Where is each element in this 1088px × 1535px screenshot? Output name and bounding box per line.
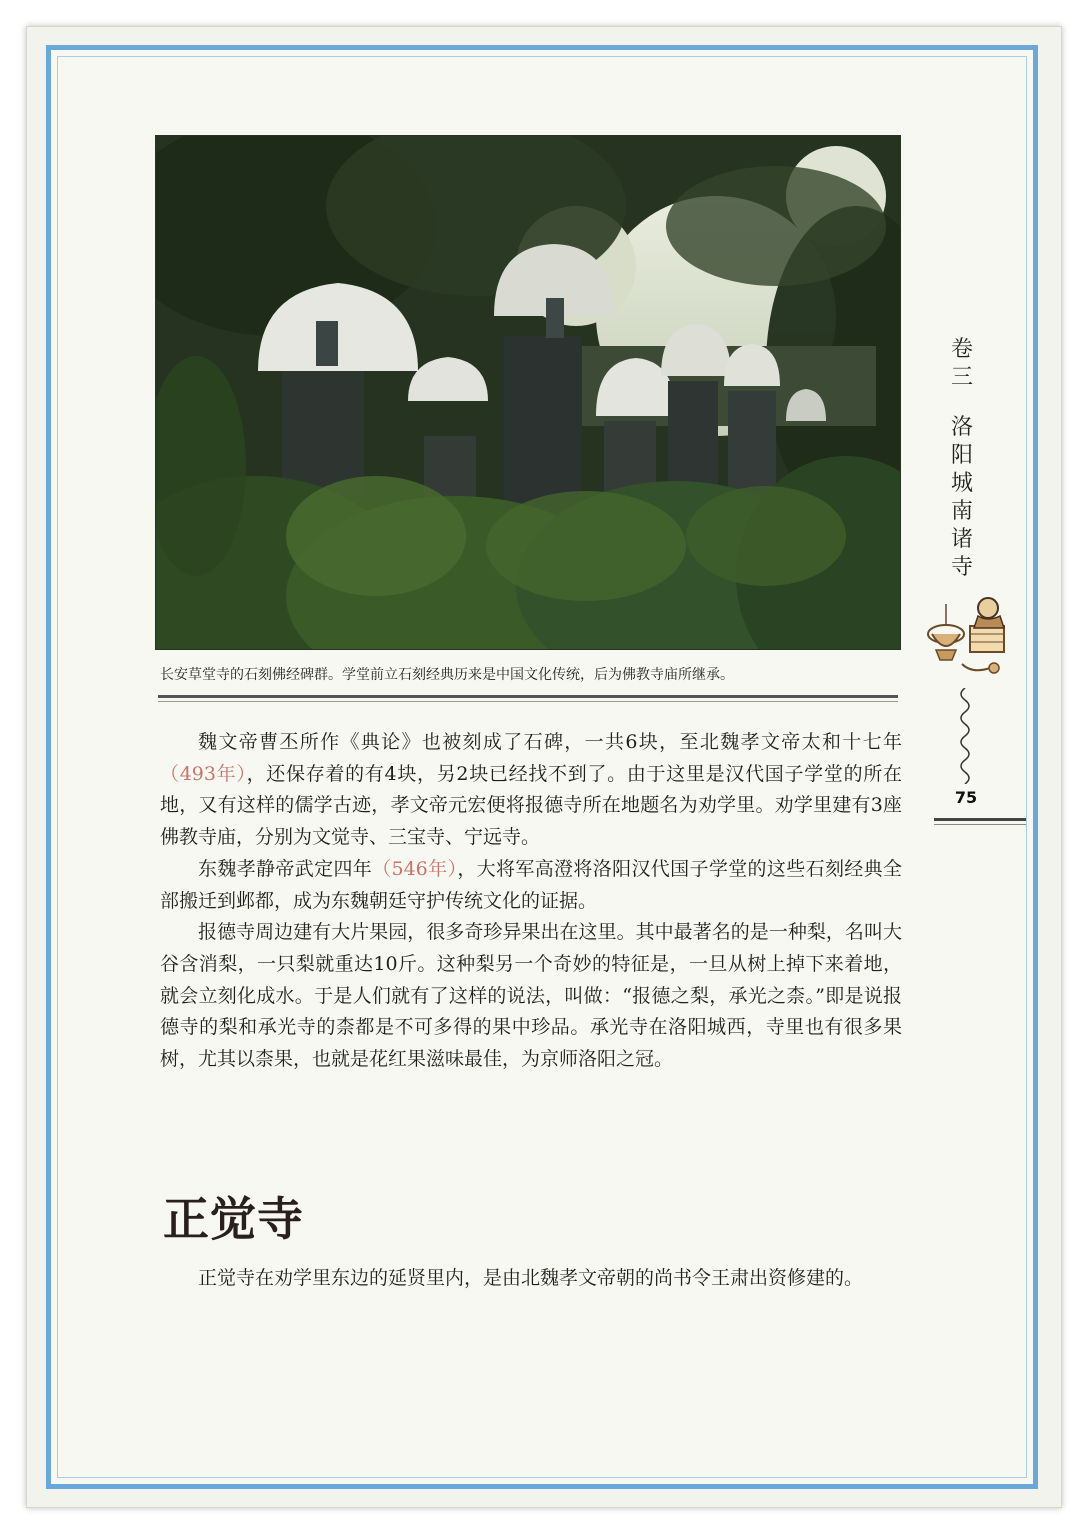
paragraph-text: ，大将军高澄将洛阳汉代国子学堂的这些石刻经典全部搬迁到邺都，成为东魏朝廷守护传统文化的证据。 bbox=[160, 857, 902, 912]
page-number: 75 bbox=[954, 788, 978, 807]
paragraph-text: 东魏孝静帝武定四年 bbox=[198, 857, 373, 880]
photo-caption: 长安草堂寺的石刻佛经碑群。学堂前立石刻经典历来是中国文化传统，后为佛教寺庙所继承。 bbox=[160, 667, 734, 683]
caption-divider bbox=[158, 695, 898, 698]
squiggle-ornament bbox=[952, 688, 978, 784]
section-body bbox=[160, 1262, 902, 1294]
scholar-with-incense-burner-icon bbox=[922, 590, 1016, 684]
paragraph bbox=[160, 854, 902, 917]
paragraph-text: 魏文帝曹丕所作《典论》也被刻成了石碑，一共6块，至北魏孝文帝太和十七年 bbox=[198, 731, 902, 753]
caption-divider-thin bbox=[158, 701, 898, 702]
stone-stele-forest-photo bbox=[156, 136, 900, 649]
page-number-divider-thin bbox=[934, 824, 1026, 825]
paragraph bbox=[160, 917, 902, 1076]
paragraph: 正觉寺在劝学里东边的延贤里内，是由北魏孝文帝朝的尚书令王肃出资修建的。 bbox=[198, 1267, 864, 1289]
section-heading: 正觉寺 bbox=[163, 1192, 304, 1246]
stele-forest-photo bbox=[155, 135, 901, 650]
year-annotation: （493年） bbox=[160, 762, 247, 785]
paragraph-text: ，还保存着的有4块，另2块已经找不到了。由于这里是汉代国子学堂的所在地，又有这样的儒学古迹，孝文帝元宏便将报德寺所在地题名为劝学里。劝学里建有3座佛教寺庙，分别为文觉寺、三宝寺、宁远寺。 bbox=[160, 762, 903, 849]
chapter-label: 洛阳城南诸寺 bbox=[950, 415, 973, 580]
paragraph bbox=[160, 727, 902, 854]
volume-label: 卷三 bbox=[950, 337, 973, 390]
body-text bbox=[160, 727, 902, 1076]
paragraph-text: 报德寺周边建有大片果园，很多奇珍异果出在这里。其中最著名的是一种梨，名叫大谷含消梨，一只梨就重达10斤。这种梨另一个奇妙的特征是，一旦从树上掉下来着地，就会立刻化成水。于是人们就有了这样的说法，叫做：“报德之梨，承光之柰。”即是说报德寺的梨和承光寺的柰都是不可多得的果中珍品。承光寺在洛阳城西，寺里也有很多果树，尤其以柰果，也就是花红果滋味最佳，为京师洛阳之冠。 bbox=[160, 921, 902, 1071]
year-annotation: （546年） bbox=[372, 857, 458, 880]
page-number-divider bbox=[934, 818, 1026, 821]
